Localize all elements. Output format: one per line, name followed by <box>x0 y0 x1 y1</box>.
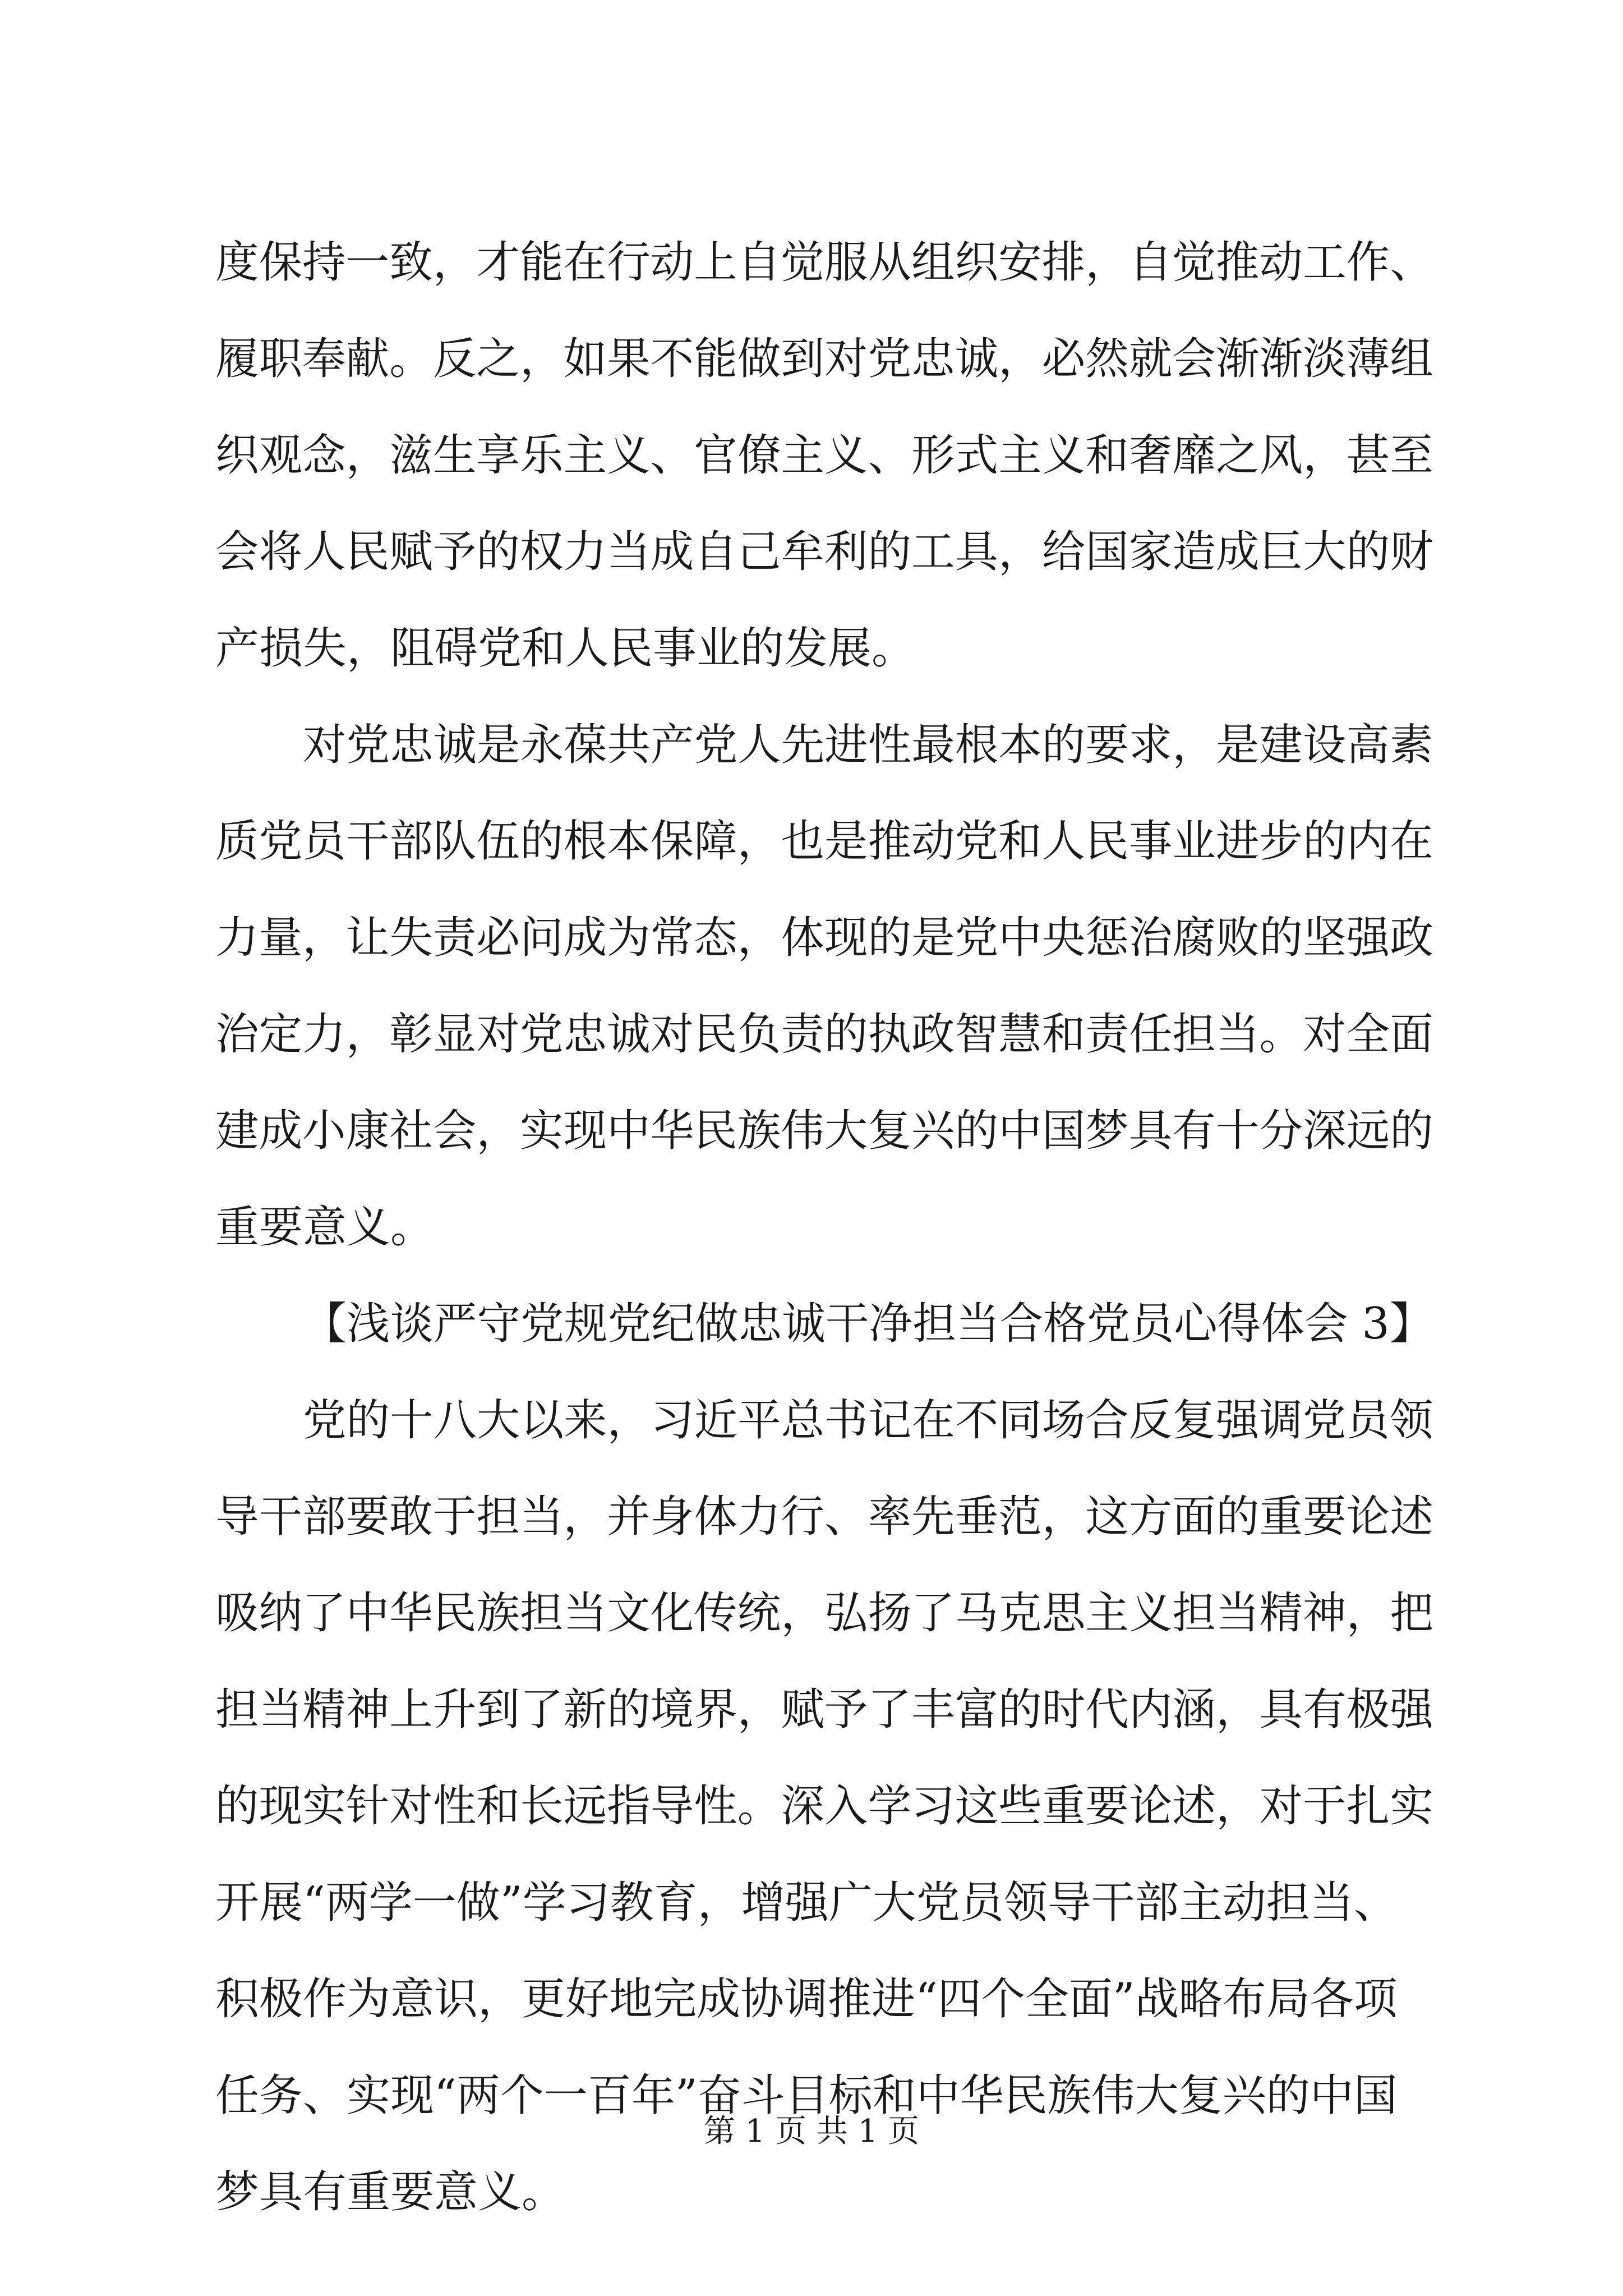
page-footer: 第 1 页 共 1 页 <box>703 2113 920 2150</box>
text-line: 的现实针对性和长远指导性。深入学习这些重要论述，对于扎实 <box>215 1781 1433 1832</box>
text-line: 积极作为意识，更好地完成协调推进“四个全面”战略布局各项 <box>215 1974 1398 2024</box>
text-line: 力量，让失责必问成为常态，体现的是党中央惩治腐败的坚强政 <box>215 913 1433 963</box>
text-line: 担当精神上升到了新的境界，赋予了丰富的时代内涵，具有极强 <box>215 1685 1433 1735</box>
text-line: 重要意义。 <box>215 1202 435 1253</box>
text-line: 导干部要敢于担当，并身体力行、率先垂范，这方面的重要论述 <box>215 1492 1433 1542</box>
text-line: 产损失，阻碍党和人民事业的发展。 <box>215 623 916 674</box>
text-line: 织观念，滋生享乐主义、官僚主义、形式主义和奢靡之风，甚至 <box>215 430 1433 481</box>
text-line: 履职奉献。反之，如果不能做到对党忠诚，必然就会渐渐淡薄组 <box>215 334 1433 384</box>
text-line: 治定力，彰显对党忠诚对民负责的执政智慧和责任担当。对全面 <box>215 1009 1433 1060</box>
text-line: 会将人民赋予的权力当成自己牟利的工具，给国家造成巨大的财 <box>215 527 1433 577</box>
text-line: 度保持一致，才能在行动上自觉服从组织安排，自觉推动工作、 <box>215 237 1433 288</box>
text-line: 建成小康社会，实现中华民族伟大复兴的中国梦具有十分深远的 <box>215 1106 1433 1156</box>
paragraph-first-line: 党的十八大以来，习近平总书记在不同场合反复强调党员领 <box>303 1395 1433 1446</box>
text-line: 开展“两学一做”学习教育，增强广大党员领导干部主动担当、 <box>215 1878 1398 1928</box>
section-heading: 【浅谈严守党规党纪做忠诚干净担当合格党员心得体会 3】 <box>303 1299 1433 1349</box>
text-line: 质党员干部队伍的根本保障，也是推动党和人民事业进步的内在 <box>215 816 1433 867</box>
text-line: 任务、实现“两个一百年”奋斗目标和中华民族伟大复兴的中国 <box>215 2070 1398 2121</box>
text-line: 梦具有重要意义。 <box>215 2167 566 2217</box>
document-body <box>215 214 1433 2240</box>
paragraph-first-line: 对党忠诚是永葆共产党人先进性最根本的要求，是建设高素 <box>303 720 1433 770</box>
text-line: 吸纳了中华民族担当文化传统，弘扬了马克思主义担当精神，把 <box>215 1588 1433 1639</box>
